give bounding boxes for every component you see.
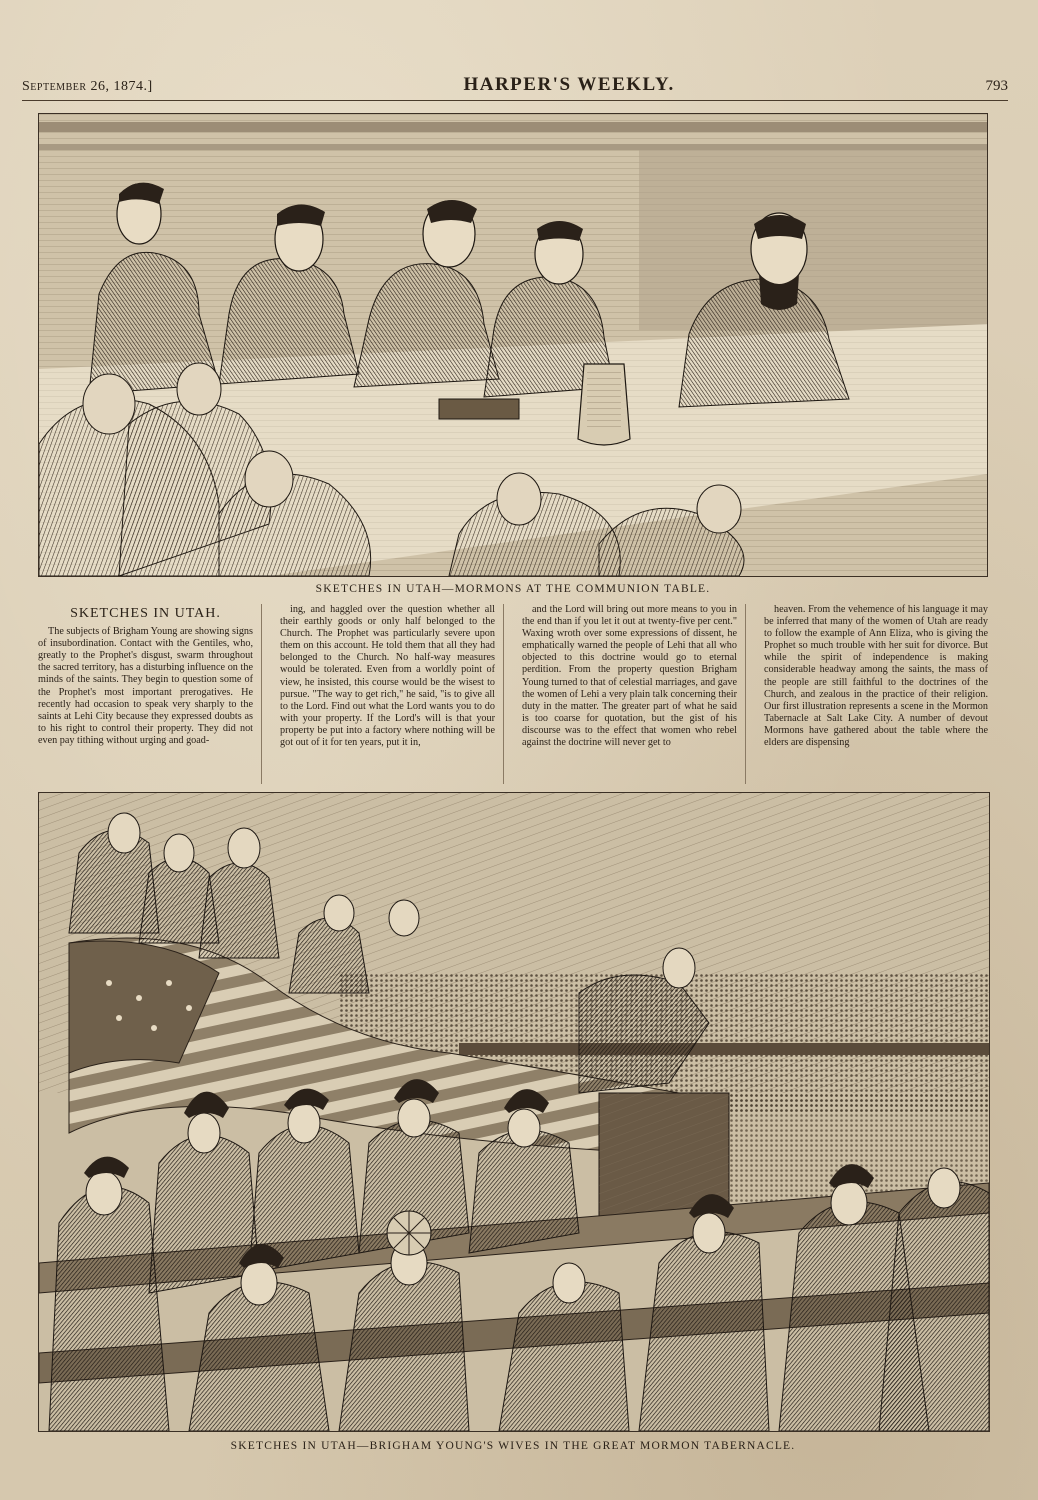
article [38, 604, 988, 784]
article-column-3-text: and the Lord will bring out more means to you in the end than if you let it out at twenty-five per cent." Waxing wroth over some expressions of dissent, he emphatically warned the people of Lehi that all who objected to this doctrine would go to eternal perdition. From the property question Brigham Young turned to that of celestial marriages, and gave the women of Lehi a very plain talk concerning their duty in the matter. The greater part of what he said is too coarse for quotation, but the gist of his discourse was to the effect that women who rebel against the doctrine will never get to [522, 604, 737, 749]
issue-date: September 26, 1874.] [22, 79, 153, 94]
article-column-4-text: heaven. From the vehemence of his language it may be inferred that many of the women of Utah are ready to follow the example of Ann Eliza, who is giving the Prophet so much trouble with her suit for divorce. But while the spirit of independence is making considerable headway among the saints, the mass of the people are still faithful to the doctrines of the Church, and zealous in the practice of their religion. Our first illustration represents a scene in the Mormon Tabernacle at Salt Lake City. A number of devout Mormons have gathered about the table where the elders are dispensing [764, 604, 988, 749]
tabernacle-drawing [39, 793, 989, 1431]
masthead [22, 74, 1008, 101]
article-column-1-text: The subjects of Brigham Young are showing signs of insubordination. Contact with the Gentiles, who, greatly to the Prophet's disgust, swarm throughout the sacred territory, has a disturbing influence on the minds of the saints. They begin to question some of the Prophet's most important prerogatives. He recently had occasion to speak very sharply to the saints at Lehi City because they expressed doubts as to his right to control their property. They did not even pay tithing without urging and goad- [38, 626, 253, 746]
communion-table-drawing [39, 114, 987, 576]
bottom-illustration-caption: SKETCHES IN UTAH—BRIGHAM YOUNG'S WIVES IN THE GREAT MORMON TABERNACLE. [230, 1440, 796, 1452]
page-number: 793 [985, 78, 1008, 94]
tabernacle-engraving [38, 792, 990, 1432]
article-column-4 [764, 604, 988, 784]
article-column-3 [522, 604, 746, 784]
communion-table-engraving [38, 113, 988, 577]
article-column-2-text: ing, and haggled over the question whether all their earthly goods or only half belonged to the Church. The Prophet was particularly severe upon them on this account. He told them that all they had belonged to the Church. No half-way measures would be tolerated. Even from a worldly point of view, he insisted, this course would be the wisest to pursue. "The way to get rich," he said, "is to give all to the Lord. Find out what the Lord wants you to do with your property. If the Lord's will is that your property be put into a factory where nothing will be got out of it for ten years, put it in, [280, 604, 495, 749]
article-heading: SKETCHES IN UTAH. [70, 606, 221, 621]
article-column-2 [280, 604, 504, 784]
top-illustration-caption: SKETCHES IN UTAH—MORMONS AT THE COMMUNION TABLE. [315, 583, 711, 595]
publication-title: HARPER'S WEEKLY. [463, 74, 675, 95]
article-column-1 [38, 604, 262, 784]
